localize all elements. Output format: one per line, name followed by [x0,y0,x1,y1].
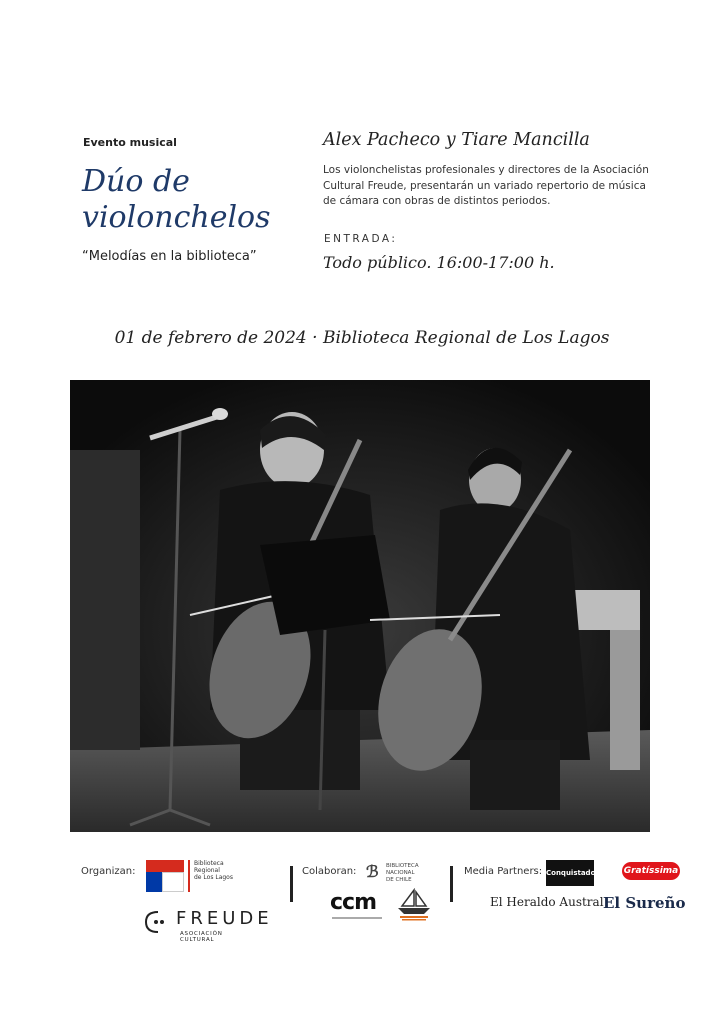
biblioteca-logo-line3: de Los Lagos [194,874,233,881]
federacion-ship-logo-icon [394,888,434,922]
performers-names: Alex Pacheco y Tiare Mancilla [323,130,590,150]
freude-subtitle: ASOCIACIÓN CULTURAL [180,931,223,943]
entrada-value: Todo público. 16:00-17:00 h. [323,253,555,272]
event-subtitle: “Melodías en la biblioteca” [82,249,257,264]
bnc-monogram-icon: ℬ [366,862,379,881]
event-type-label: Evento musical [83,136,177,149]
biblioteca-nacional-logo [366,860,428,888]
biblioteca-logo-line2: Regional [194,867,220,874]
performers-description: Los violonchelistas profesionales y directores de la Asociación Cultural Freude, presentarán un variado repertorio de música de cámara con obras de distintos periodos. [323,164,649,207]
ccm-logo-text: ccm [330,890,377,915]
gobierno-logo-blue-block [146,872,162,892]
freude-name: FREUDE [176,908,273,929]
el-sureno-logo: El Sureño [603,894,686,912]
freude-emblem-icon [144,910,174,934]
event-title-line1: Dúo de [82,164,190,199]
media-partners-label: Media Partners: [464,866,543,877]
event-title-line2: violonchelos [82,200,271,235]
heraldo-austral-logo: El Heraldo Austral [490,895,604,909]
footer-divider-2 [450,866,453,902]
conquistador-logo: Conquistador [546,860,594,886]
bnc-line2: NACIONAL [386,870,415,876]
biblioteca-regional-logo [146,860,256,892]
freude-logo [144,906,273,943]
bnc-line3: DE CHILE [386,877,412,883]
cello-duo-photo [70,380,650,832]
footer-divider [290,866,293,902]
colaboran-label: Colaboran: [302,866,357,877]
biblioteca-logo-line1: Biblioteca [194,860,224,867]
event-date-location: 01 de febrero de 2024 · Biblioteca Regional de Los Lagos [114,328,610,348]
event-title [82,164,302,236]
organizan-label: Organizan: [81,866,136,877]
gratissima-logo: Gratíssima [622,862,680,880]
bnc-line1: BIBLIOTECA [386,863,419,869]
gobierno-logo-red-block [146,860,184,872]
ccm-logo [330,890,384,920]
entrada-label: ENTRADA: [324,233,398,245]
